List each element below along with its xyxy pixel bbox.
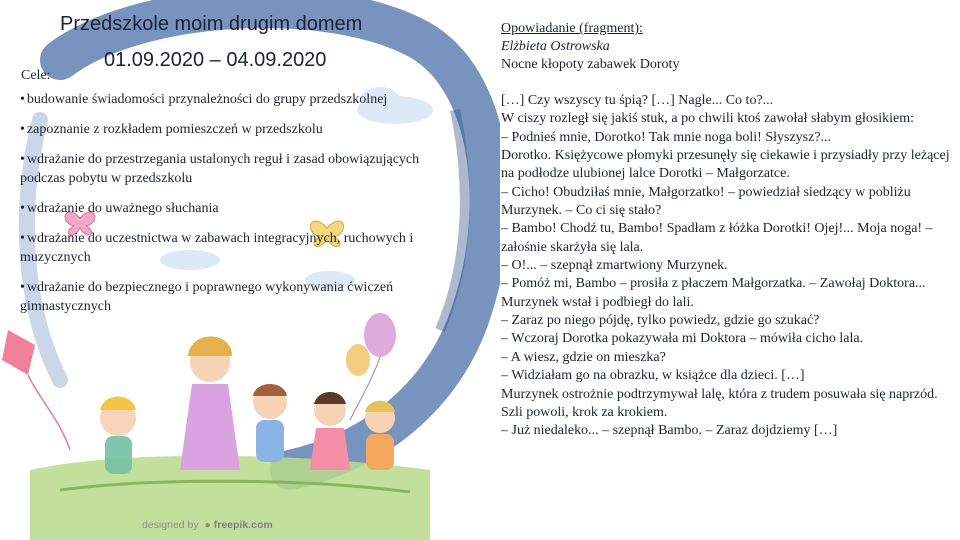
story-author: Elżbieta Ostrowska: [501, 39, 610, 54]
teacher-figure: [180, 337, 240, 471]
credit-prefix: designed by: [142, 519, 199, 531]
story-line: Murzynek ostrożnie podtrzymywał lalę, która z trudem posuwała się naprzód. Szli powoli, krok za krokiem.: [501, 386, 938, 420]
goal-item: • wdrażanie do uważnego słuchania: [20, 199, 450, 218]
freepik-logo-icon: ●: [201, 519, 214, 531]
story-line: – Zaraz po niego pójdę, tylko powiedz, gdzie go szukać?: [501, 313, 820, 329]
goal-item: • budowanie świadomości przynależności do grupy przedszkolnej: [20, 90, 450, 109]
story-line: – O!... – szepnął zmartwiony Murzynek.: [501, 258, 728, 274]
goals-label: Cele:: [21, 68, 51, 83]
child-figure: [100, 397, 136, 475]
goal-item: • wdrażanie do uczestnictwa w zabawach integracyjnych, ruchowych i muzycznych: [20, 229, 450, 267]
page-title: Przedszkole moim drugim domem: [60, 13, 363, 35]
story-line: – A wiesz, gdzie on mieszka?: [501, 349, 666, 365]
story-line: – Podnieś mnie, Dorotko! Tak mnie noga boli! Słyszysz?...: [501, 129, 832, 145]
story-line: W ciszy rozległ się jakiś stuk, a po chwili ktoś zawołał słabym głosikiem:: [501, 111, 915, 127]
goal-item: • wdrażanie do przestrzegania ustalonych reguł i zasad obowiązujących podczas pobytu w przedszkolu: [20, 150, 450, 188]
date-range: 01.09.2020 – 04.09.2020: [104, 49, 327, 71]
story-line: – Wczoraj Dorotka pokazywała mi Doktora – mówiła cicho lala.: [501, 331, 864, 347]
story-line: – Bambo! Chodź tu, Bambo! Spadłam z łóżka Dorotki! Ojej!... Moja noga! – załośnie skarżyła się lala.: [501, 221, 933, 255]
freepik-credit: [142, 519, 273, 531]
story-title: Nocne kłopoty zabawek Doroty: [501, 57, 680, 72]
story-header: [501, 20, 951, 74]
story-line: Murzynek wstał i podbiegł do lali.: [501, 294, 694, 310]
goal-item: • zapoznanie z rozkładem pomieszczeń w przedszkolu: [20, 120, 450, 139]
goal-item: • wdrażanie do bezpiecznego i poprawnego wykonywania ćwiczeń gimnastycznych: [20, 278, 450, 316]
story-line: – Widziałam go na obrazku, w książce dla dzieci. […]: [501, 368, 805, 384]
child-figure: [310, 392, 350, 470]
story-line: Dorotko. Księżycowe płomyki przesunęły się ciekawie i przysiadły przy leżącej na podłodze ulubionej lalce Dorotki – Małgorzatce.: [501, 148, 950, 182]
story-line: – Cicho! Obudziłaś mnie, Małgorzatko! – powiedział siedzący w pobliżu Murzynek. – Co ci się stało?: [501, 184, 911, 219]
story-text: [501, 92, 953, 441]
story-line: – Pomóż mi, Bambo – prosiła z płaczem Małgorzatka. – Zawołaj Doktora...: [501, 276, 926, 292]
story-line: – Już niedaleko... – szepnął Bambo. – Zaraz dojdziemy […]: [501, 423, 838, 439]
story-heading: Opowiadanie (fragment):: [501, 21, 643, 36]
child-figure: [253, 384, 287, 462]
story-line: […] Czy wszyscy tu śpią? […] Nagle... Co to?...: [501, 93, 774, 108]
kite-icon: [2, 330, 70, 450]
credit-brand: freepik.com: [213, 519, 273, 531]
goals-list: [20, 90, 450, 327]
